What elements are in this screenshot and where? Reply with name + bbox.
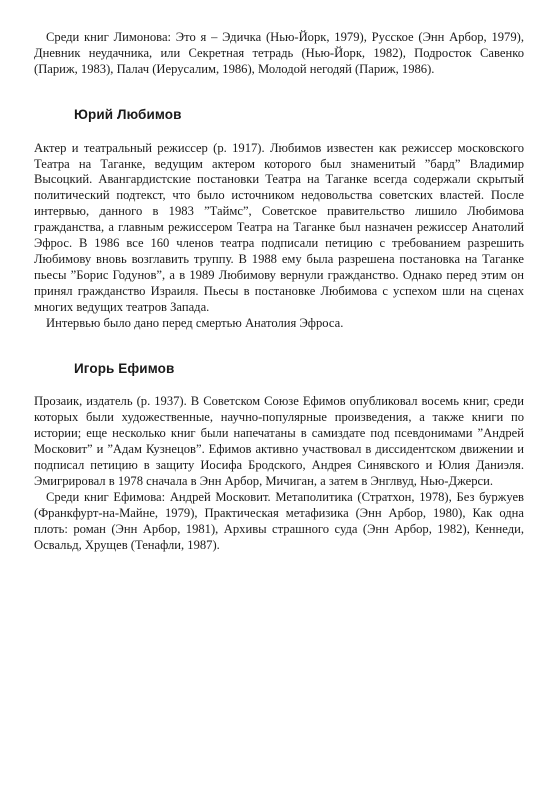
section-heading-lyubimov: Юрий Любимов <box>74 106 182 122</box>
document-page <box>34 30 524 553</box>
lyubimov-bio-paragraph: Актер и театральный режиссер (р. 1917). Любимов известен как режиссер московского Театра на Таганке, ведущим актером которого был знаменитый ”бард” Владимир Высоцкий. Авангардистские постановки Театра на Таганке всегда содержали скрытый политический подтекст, что было источником недовольства советских властей. После интервью, данного в 1983 ”Таймс”, Советское правительство лишило Любимова гражданства, а главным режиссером Театра на Таганке был назначен режиссер Анатолий Эфрос. В 1986 все 160 членов театра подписали петицию с требованием разрешить Любимову вновь возглавить труппу. В 1988 ему была разрешена постановка на Таганке пьесы ”Борис Годунов”, а в 1989 Любимову вернули гражданство. Однако перед этим он принял гражданство Израиля. Пьесы в постановке Любимова с успехом шли на сценах многих ведущих театров Запада. <box>34 140 524 314</box>
lyubimov-note-paragraph: Интервью было дано перед смертью Анатолия Эфроса. <box>46 315 344 330</box>
section-heading-efimov: Игорь Ефимов <box>74 360 175 376</box>
efimov-books-paragraph: Среди книг Ефимова: Андрей Московит. Метаполитика (Стратхон, 1978), Без буржуев (Франкфурт-на-Майне, 1979), Практическая метафизика (Энн Арбор, 1980), Как одна плоть: роман (Энн Арбор, 1981), Архивы страшного суда (Энн Арбор, 1982), Кеннеди, Освальд, Хрущев (Тенафли, 1987). <box>34 489 524 552</box>
spacer <box>34 123 524 141</box>
spacer <box>34 78 524 107</box>
spacer <box>34 376 524 394</box>
limonov-books-paragraph: Среди книг Лимонова: Это я – Эдичка (Нью-Йорк, 1979), Русское (Энн Арбор, 1979), Дневник неудачника, или Секретная тетрадь (Нью-Йорк, 1982), Подросток Савенко (Париж, 1983), Палач (Иерусалим, 1986), Молодой негодяй (Париж, 1986). <box>34 30 524 76</box>
spacer <box>34 332 524 361</box>
efimov-bio-paragraph: Прозаик, издатель (р. 1937). В Советском Союзе Ефимов опубликовал восемь книг, среди которых были художественные, научно-популярные произведения, а также книги по истории; еще несколько книг были напечатаны в самиздате под псевдонимами ”Андрей Московит” и ”Адам Кузнецов”. Ефимов активно участвовал в диссидентском движении и подписал петицию в защиту Иосифа Бродского, Андрея Синявского и Юлия Даниэля. Эмигрировал в 1978 сначала в Энн Арбор, Мичиган, а затем в Энглвуд, Нью-Джерси. <box>34 394 524 488</box>
